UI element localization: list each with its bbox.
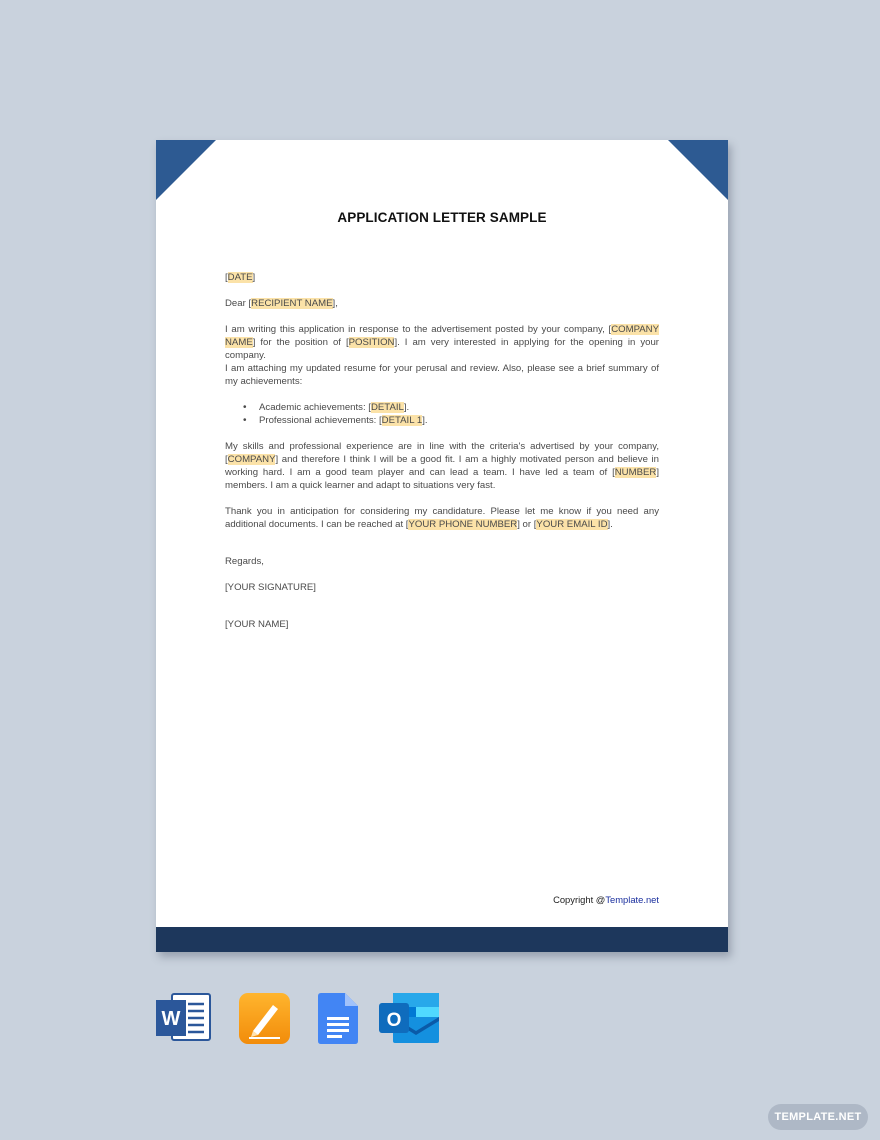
google-docs-icon[interactable]	[318, 993, 358, 1049]
svg-text:W: W	[161, 1008, 181, 1030]
email-placeholder: YOUR EMAIL ID	[536, 519, 608, 530]
document-title: APPLICATION LETTER SAMPLE	[337, 210, 547, 225]
phone-placeholder: YOUR PHONE NUMBER	[408, 519, 518, 530]
list-item: • Academic achievements: [DETAIL].	[259, 401, 659, 414]
detail-placeholder: DETAIL 1	[381, 415, 423, 426]
closing: Regards,	[225, 556, 264, 567]
paragraph-skills: My skills and professional experience are in line with the criteria's advertised by your company, [COMPANY] and therefore I think I will be a good fit. I am a highly motivated person and believe in working hard. I am a good team player and can lead a team. I have led a team of [NUMBER] members. I am a quick learner and adapt to situations very fast.	[225, 441, 659, 491]
company-placeholder: COMPANY NAME	[225, 324, 659, 348]
list-item: • Professional achievements: [DETAIL 1].	[259, 414, 659, 427]
letter-body	[225, 271, 659, 631]
copyright-brand: Template.net	[605, 894, 659, 905]
date-line: [DATE]	[225, 272, 256, 283]
company-placeholder: COMPANY	[227, 454, 276, 465]
achievements-list	[225, 401, 659, 427]
pages-icon[interactable]	[239, 993, 290, 1049]
name-placeholder: [YOUR NAME]	[225, 619, 289, 630]
letter-page	[156, 140, 728, 952]
signature-placeholder: [YOUR SIGNATURE]	[225, 582, 316, 593]
salutation: Dear [RECIPIENT NAME],	[225, 298, 338, 309]
position-placeholder: POSITION	[348, 337, 395, 348]
number-placeholder: NUMBER	[614, 467, 657, 478]
date-placeholder: DATE	[227, 272, 253, 283]
corner-decoration-top-right	[668, 140, 728, 200]
template-net-badge[interactable]: TEMPLATE.NET	[768, 1104, 868, 1130]
word-icon[interactable]	[156, 992, 212, 1049]
recipient-placeholder: RECIPIENT NAME	[251, 298, 333, 309]
paragraph-resume: I am attaching my updated resume for your perusal and review. Also, please see a brief summary of my achievements:	[225, 363, 659, 387]
detail-placeholder: DETAIL	[370, 402, 404, 413]
svg-text:O: O	[386, 1010, 402, 1031]
copyright: Copyright @Template.net	[553, 894, 659, 905]
paragraph-intro: I am writing this application in response to the advertisement posted by your company, [COMPANY NAME] for the position of [POSITION]. I am very interested in applying for the opening in your company.	[225, 324, 659, 361]
footer-bar	[156, 927, 728, 952]
corner-decoration-top-left	[156, 140, 216, 200]
paragraph-thanks: Thank you in anticipation for considering my candidature. Please let me know if you need any additional documents. I can be reached at [YOUR PHONE NUMBER] or [YOUR EMAIL ID].	[225, 506, 659, 530]
outlook-icon[interactable]	[379, 993, 439, 1048]
